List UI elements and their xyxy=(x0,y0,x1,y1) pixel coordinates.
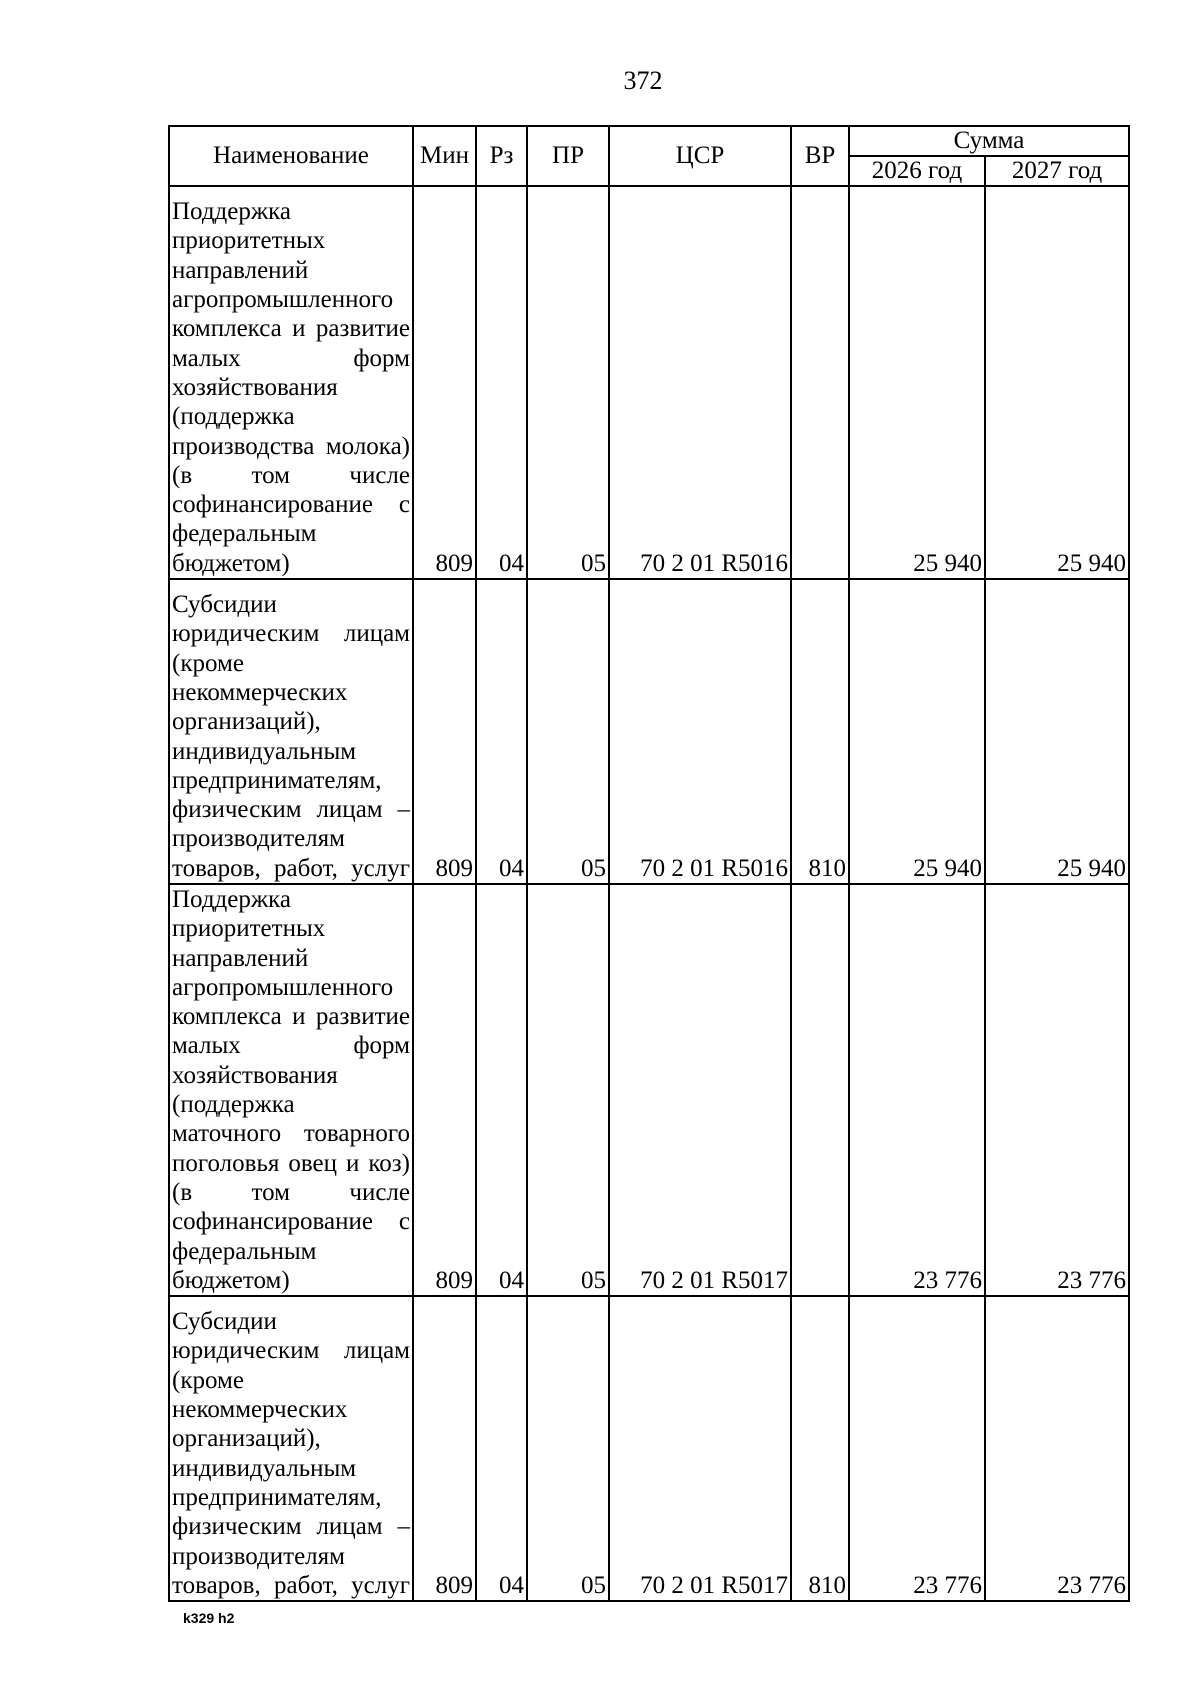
row-sum-2027: 23 776 xyxy=(985,1296,1129,1601)
row-csr: 70 2 01 R5017 xyxy=(609,1296,791,1601)
header-name: Наименование xyxy=(169,126,413,186)
row-sum-2027: 25 940 xyxy=(985,186,1129,579)
row-sum-2026: 23 776 xyxy=(849,1296,985,1601)
header-year-2027: 2027 год xyxy=(985,156,1129,186)
row-name: Поддержка приоритетных направлений агропромышленного комплекса и развитие малых форм хозяйствования (поддержка маточного товарного поголовья овец и коз) (в том числе софинансирование с федеральным бюджетом) xyxy=(169,884,413,1296)
row-name: Поддержка приоритетных направлений агропромышленного комплекса и развитие малых форм хозяйствования (поддержка производства молока) (в том числе софинансирование с федеральным бюджетом) xyxy=(169,186,413,579)
row-name: Субсидии юридическим лицам (кроме некоммерческих организаций), индивидуальным предпринимателям, физическим лицам – производителям товаров, работ, услуг xyxy=(169,579,413,884)
row-name: Субсидии юридическим лицам (кроме некоммерческих организаций), индивидуальным предпринимателям, физическим лицам – производителям товаров, работ, услуг xyxy=(169,1296,413,1601)
row-sum-2026: 25 940 xyxy=(849,579,985,884)
table-row xyxy=(169,1296,1129,1601)
row-vr: 810 xyxy=(791,579,849,884)
row-min: 809 xyxy=(413,1296,476,1601)
row-vr xyxy=(791,186,849,579)
row-pr: 05 xyxy=(527,1296,609,1601)
row-rz: 04 xyxy=(476,186,527,579)
table-row xyxy=(169,186,1129,579)
row-sum-2026: 23 776 xyxy=(849,884,985,1296)
row-vr xyxy=(791,884,849,1296)
header-csr: ЦСР xyxy=(609,126,791,186)
row-pr: 05 xyxy=(527,186,609,579)
budget-table xyxy=(168,125,1130,1602)
row-min: 809 xyxy=(413,884,476,1296)
row-rz: 04 xyxy=(476,579,527,884)
page-number: 372 xyxy=(623,66,663,95)
row-sum-2027: 25 940 xyxy=(985,579,1129,884)
row-rz: 04 xyxy=(476,884,527,1296)
row-rz: 04 xyxy=(476,1296,527,1601)
header-pr: ПР xyxy=(527,126,609,186)
table-row xyxy=(169,579,1129,884)
row-sum-2026: 25 940 xyxy=(849,186,985,579)
row-vr: 810 xyxy=(791,1296,849,1601)
table-header xyxy=(169,126,1129,186)
header-year-2026: 2026 год xyxy=(849,156,985,186)
row-pr: 05 xyxy=(527,884,609,1296)
row-csr: 70 2 01 R5016 xyxy=(609,186,791,579)
row-csr: 70 2 01 R5017 xyxy=(609,884,791,1296)
header-min: Мин xyxy=(413,126,476,186)
header-sum: Сумма xyxy=(849,126,1129,156)
row-min: 809 xyxy=(413,186,476,579)
row-sum-2027: 23 776 xyxy=(985,884,1129,1296)
row-pr: 05 xyxy=(527,579,609,884)
header-rz: Рз xyxy=(476,126,527,186)
row-min: 809 xyxy=(413,579,476,884)
header-vr: ВР xyxy=(791,126,849,186)
document-code: k329 h2 xyxy=(183,1610,235,1626)
row-csr: 70 2 01 R5016 xyxy=(609,579,791,884)
table-row xyxy=(169,884,1129,1296)
